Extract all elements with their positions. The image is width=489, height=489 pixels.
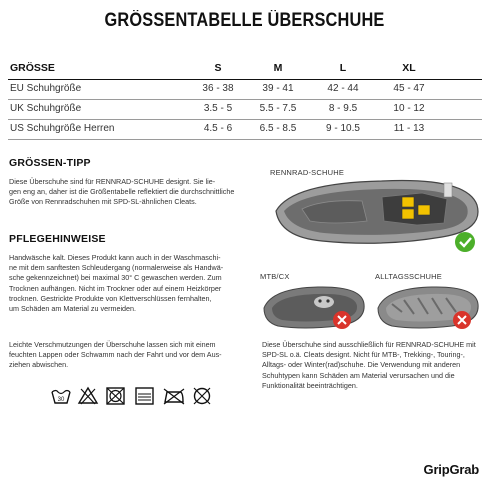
page-title: GRÖSSENTABELLE ÜBERSCHUHE — [104, 10, 385, 31]
disclaimer-line: Funktionalität beeinträchtigen. — [262, 380, 358, 390]
table-cell: 6.5 - 8.5 — [259, 123, 297, 134]
no-tumble-dry-icon — [105, 386, 127, 406]
table-row — [8, 120, 482, 140]
no-iron-icon — [162, 386, 186, 406]
care-line: um Schäden am Material zu vermeiden. — [9, 304, 137, 314]
table-cell: 9 - 10.5 — [326, 123, 360, 134]
table-header-cell: L — [339, 62, 347, 74]
care-line: ziehen abwischen. — [9, 360, 69, 370]
disclaimer-line: Alltags- oder Winter(rad)schuhe. Die Verwendung mit anderen — [262, 360, 461, 370]
table-row — [8, 80, 482, 100]
table-cell: 5.5 - 7.5 — [259, 103, 297, 114]
table-header-cell: XL — [402, 62, 416, 74]
care-line: Trocknen aufhängen. Nicht im Trockner oder auf einem Heizkörper — [9, 283, 222, 293]
table-cell: 10 - 12 — [393, 103, 425, 114]
table-cell: 45 - 47 — [393, 83, 425, 94]
care-text — [9, 253, 249, 314]
size-tip-heading: GRÖSSEN-TIPP — [9, 157, 91, 169]
casual-shoe-label: ALLTAGSSCHUHE — [375, 272, 442, 281]
table-header-cell: S — [214, 62, 222, 74]
size-table — [8, 58, 482, 140]
table-row — [8, 100, 482, 120]
table-cell: 36 - 38 — [202, 83, 234, 94]
disclaimer-line: Schuhtypen kann Schäden am Material verursachen und die — [262, 370, 455, 380]
disclaimer-line: SPD-SL o.ä. Cleats designt. Nicht für MTB-, Trekking-, Touring-, — [262, 350, 465, 360]
wash-temp-label: 30 — [57, 397, 65, 403]
table-cell: 42 - 44 — [327, 83, 359, 94]
care-line: Handwäsche kalt. Dieses Produkt kann auch in der Waschmaschi- — [9, 253, 221, 262]
no-bleach-icon — [77, 386, 99, 406]
care-line: feuchten Lappen oder Schwamm nach der Fahrt und vor dem Aus- — [9, 350, 222, 360]
road-shoe-label: RENNRAD-SCHUHE — [270, 168, 345, 177]
table-cell: 4.5 - 6 — [203, 123, 233, 134]
mtb-shoe-illustration — [258, 280, 370, 336]
table-cell: 3.5 - 5 — [203, 103, 233, 114]
care-symbols — [50, 386, 210, 408]
casual-shoe-illustration — [372, 280, 484, 336]
care-heading: PFLEGEHINWEISE — [9, 233, 106, 245]
no-dry-clean-icon — [191, 386, 213, 406]
table-cell: EU Schuhgröße — [10, 83, 82, 94]
mtb-shoe-label: MTB/CX — [260, 272, 290, 281]
line-dry-icon — [134, 386, 156, 406]
care-line: trocknen. Gestrickte Produkte von Klettverschlüssen fernhalten, — [9, 293, 212, 303]
table-header-row — [8, 58, 482, 80]
table-cell: 11 - 13 — [393, 123, 425, 134]
care-line: Leichte Verschmutzungen der Überschuhe lassen sich mit einem — [9, 340, 216, 349]
size-tip-line: gen eng an, daher ist die Größentabelle reflektiert die durchschnittliche — [9, 187, 235, 197]
disclaimer-line: Diese Überschuhe sind ausschließlich für RENNRAD-SCHUHE mit — [262, 340, 476, 349]
table-cell: 39 - 41 — [262, 83, 294, 94]
table-header-cell: M — [273, 62, 283, 74]
table-header-cell: GRÖSSE — [10, 62, 55, 74]
care-line: ne mit dem sanftesten Schleudergang (normalerweise als Handwä- — [9, 263, 224, 273]
table-cell: UK Schuhgröße — [10, 103, 82, 114]
table-cell: US Schuhgröße Herren — [10, 123, 115, 134]
size-tip-line: Diese Überschuhe sind für RENNRAD-SCHUHE designt. Sie lie- — [9, 177, 216, 186]
size-tip-line: Größe von Rennradschuhen mit SPD-SL-ähnlichen Cleats. — [9, 197, 197, 207]
road-shoe-illustration — [262, 175, 487, 255]
ok-check-icon — [455, 232, 475, 252]
shoe-disclaimer-text — [262, 340, 487, 391]
brand-logo: GripGrab — [423, 462, 479, 477]
hand-wash-30-icon — [50, 386, 72, 406]
size-tip-text — [9, 177, 249, 208]
care-line: sche gekennzeichnet) bei maximal 30° C gewaschen werden. Zum — [9, 273, 222, 283]
table-cell: 8 - 9.5 — [328, 103, 358, 114]
care-text-2 — [9, 340, 249, 371]
